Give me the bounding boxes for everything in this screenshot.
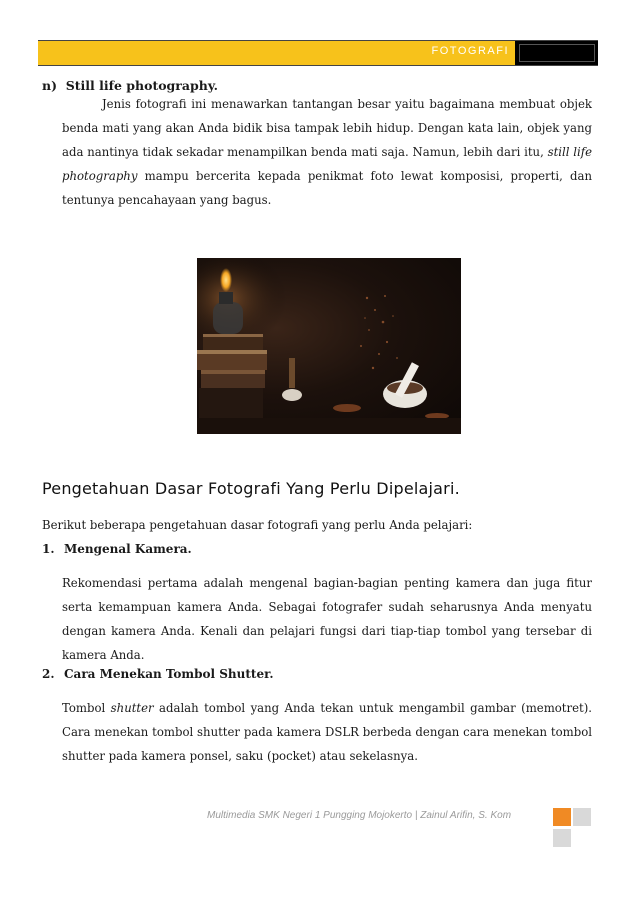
still-life-photo — [197, 258, 461, 434]
paragraph-italic: still life photography — [62, 145, 592, 183]
list-item-heading: Mengenal Kamera. — [64, 542, 192, 556]
footer-gray-square — [573, 808, 591, 826]
footer-text: Multimedia SMK Negeri 1 Pungging Mojokerto | Zainul Arifin, S. Kom — [207, 810, 512, 821]
footer-orange-square — [553, 808, 571, 826]
list-item-text: Rekomendasi pertama adalah mengenal bagian-bagian penting kamera dan juga fitur serta kemampuan kamera Anda. Sebagai fotografer sudah seharusnya Anda menyatu dengan kamera Anda. Kenali dan pelajari fungsi dari tiap-tiap tombol yang tersebar di kamera Anda. — [62, 576, 592, 662]
paragraph-part-1: Jenis fotografi ini menawarkan tantangan besar yaitu bagaimana membuat objek benda mati yang akan Anda bidik bisa tampak lebih hidup. Dengan kata lain, objek yang ada nantinya tidak sekadar menampilkan benda mati saja. Namun, lebih dari itu, — [62, 97, 592, 159]
paragraph-part-3: mampu bercerita kepada penikmat foto lewat komposisi, properti, dan tentunya pencahayaan yang bagus. — [62, 169, 592, 207]
list-item-number: 2. — [42, 667, 55, 681]
list-item-text-part: Tombol — [62, 701, 111, 715]
header-black-box — [515, 40, 598, 66]
section-title: n) Still life photography. — [42, 78, 218, 93]
still-life-illustration — [197, 258, 461, 434]
list-item-title — [42, 542, 192, 556]
list-item-number: 1. — [42, 542, 55, 556]
header-label: FOTOGRAFI — [431, 45, 509, 57]
intro-text: Berikut beberapa pengetahuan dasar fotografi yang perlu Anda pelajari: — [42, 518, 473, 532]
header-bar — [38, 40, 515, 66]
list-item-text-part: adalah tombol yang Anda tekan untuk mengambil gambar (memotret). Cara menekan tombol shutter pada kamera DSLR berbeda dengan cara menekan tombol shutter pada kamera ponsel, saku (pocket) atau sekelasnya. — [62, 701, 592, 763]
footer-gray-square — [553, 829, 571, 847]
list-item-text — [62, 696, 592, 768]
list-item-text-italic: shutter — [110, 701, 154, 715]
list-item-title — [42, 667, 274, 681]
list-item-heading: Cara Menekan Tombol Shutter. — [64, 667, 274, 681]
section-heading: Pengetahuan Dasar Fotografi Yang Perlu Dipelajari. — [42, 479, 460, 498]
section-paragraph — [62, 92, 592, 262]
